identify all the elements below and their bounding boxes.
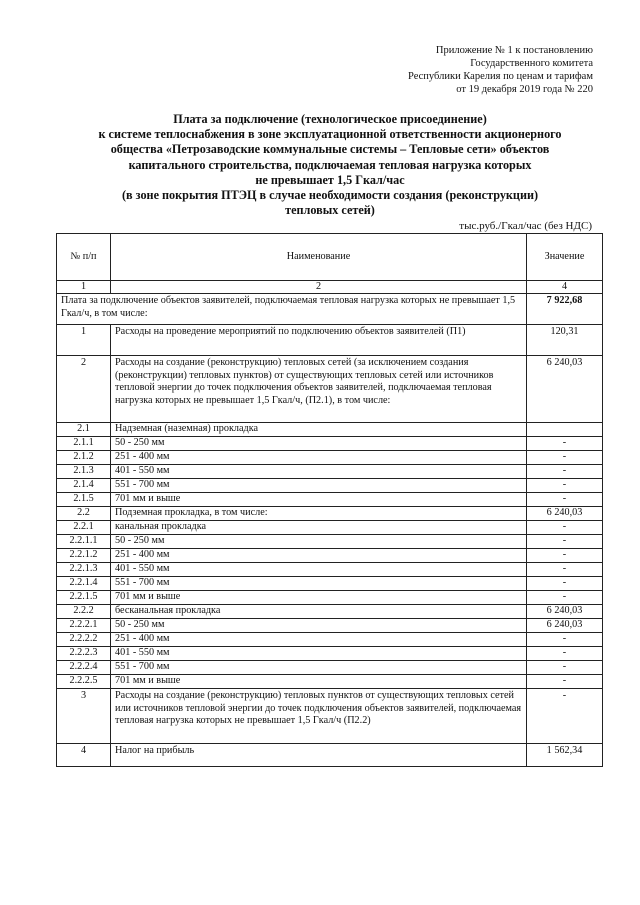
- annex-line-2: Государственного комитета: [470, 58, 593, 69]
- row-value: -: [527, 493, 603, 507]
- table-row: [57, 521, 603, 535]
- document-title: [60, 112, 600, 218]
- index-num: 1: [57, 281, 111, 294]
- row-value: -: [527, 465, 603, 479]
- row-num: 2.2.2.1: [57, 619, 111, 633]
- row-value: -: [527, 661, 603, 675]
- row-value: [527, 423, 603, 437]
- row-num: 2.2.1.1: [57, 535, 111, 549]
- table-row: [57, 675, 603, 689]
- annex-line-1: Приложение № 1 к постановлению: [435, 45, 593, 56]
- table-row: [57, 493, 603, 507]
- row-value: -: [527, 549, 603, 563]
- table-row: [57, 549, 603, 563]
- row-name: 251 - 400 мм: [111, 451, 527, 465]
- row-name: 551 - 700 мм: [111, 661, 527, 675]
- row-num: 2.2.1.3: [57, 563, 111, 577]
- row-num: 2.2.2.2: [57, 633, 111, 647]
- index-name: 2: [111, 281, 527, 294]
- row-num: 2.1.1: [57, 437, 111, 451]
- row-num: 2.2.1.5: [57, 591, 111, 605]
- row-value: 6 240,03: [527, 356, 603, 423]
- row-num: 2.1.2: [57, 451, 111, 465]
- row-value: 7 922,68: [527, 294, 603, 325]
- table-row-total: [57, 294, 603, 325]
- row-num: 1: [57, 325, 111, 356]
- row-value: -: [527, 437, 603, 451]
- row-num: 2.1.3: [57, 465, 111, 479]
- title-line-4: капитального строительства, подключаемая тепловая нагрузка которых: [128, 157, 532, 172]
- title-line-3: общества «Петрозаводские коммунальные системы – Тепловые сети» объектов: [110, 142, 550, 157]
- row-num: 2.2.2.3: [57, 647, 111, 661]
- row-num: 4: [57, 744, 111, 767]
- table-header-row: [57, 234, 603, 281]
- row-name: 251 - 400 мм: [111, 549, 527, 563]
- row-num: 2.2.1.2: [57, 549, 111, 563]
- table-row: [57, 465, 603, 479]
- row-num: 2.2.2.4: [57, 661, 111, 675]
- row-value: -: [527, 535, 603, 549]
- row-value: -: [527, 633, 603, 647]
- row-value: -: [527, 675, 603, 689]
- row-num: 2.2.1.4: [57, 577, 111, 591]
- row-name: Расходы на создание (реконструкцию) тепловых пунктов от существующих тепловых сетей или источников тепловой энергии до точек подключения объектов заявителей, подключаемая тепловая нагрузка которых не превышает 1,5 Гкал/ч (П2.2): [111, 689, 527, 744]
- row-value: -: [527, 479, 603, 493]
- row-name: Плата за подключение объектов заявителей, подключаемая тепловая нагрузка которых не превышает 1,5 Гкал/ч, в том числе:: [57, 294, 527, 325]
- annex-line-4: от 19 декабря 2019 года № 220: [456, 84, 593, 95]
- table-row: [57, 563, 603, 577]
- table-row: [57, 507, 603, 521]
- table-row: [57, 647, 603, 661]
- table-row: [57, 661, 603, 675]
- table-row: [57, 535, 603, 549]
- row-value: -: [527, 521, 603, 535]
- table-row: [57, 744, 603, 767]
- row-num: 2.1: [57, 423, 111, 437]
- row-name: 401 - 550 мм: [111, 563, 527, 577]
- title-line-6: (в зоне покрытия ПТЭЦ в случае необходимости создания (реконструкции): [121, 188, 539, 203]
- table-row: [57, 633, 603, 647]
- row-name: Расходы на проведение мероприятий по подключению объектов заявителей (П1): [111, 325, 527, 356]
- row-value: -: [527, 689, 603, 744]
- table-row: [57, 356, 603, 423]
- table-row: [57, 605, 603, 619]
- row-name: 701 мм и выше: [111, 591, 527, 605]
- index-value: 4: [527, 281, 603, 294]
- row-value: -: [527, 591, 603, 605]
- header-value: Значение: [527, 234, 603, 281]
- row-name: Надземная (наземная) прокладка: [111, 423, 527, 437]
- units-label: тыс.руб./Гкал/час (без НДС): [459, 220, 592, 232]
- row-num: 2.2: [57, 507, 111, 521]
- row-name: Налог на прибыль: [111, 744, 527, 767]
- table-row: [57, 325, 603, 356]
- column-index-row: [57, 281, 603, 294]
- row-num: 2.2.2: [57, 605, 111, 619]
- table-row: [57, 689, 603, 744]
- row-value: -: [527, 563, 603, 577]
- table-row: [57, 437, 603, 451]
- title-line-5: не превышает 1,5 Гкал/час: [255, 172, 405, 187]
- table-row: [57, 577, 603, 591]
- title-line-1: Плата за подключение (технологическое присоединение): [173, 112, 487, 126]
- row-name: 551 - 700 мм: [111, 479, 527, 493]
- row-name: 551 - 700 мм: [111, 577, 527, 591]
- row-name: Подземная прокладка, в том числе:: [111, 507, 527, 521]
- header-name: Наименование: [111, 234, 527, 281]
- row-name: бесканальная прокладка: [111, 605, 527, 619]
- table-row: [57, 451, 603, 465]
- table-row: [57, 423, 603, 437]
- fee-table: [56, 233, 603, 767]
- table-row: [57, 619, 603, 633]
- row-value: 6 240,03: [527, 507, 603, 521]
- row-name: 251 - 400 мм: [111, 633, 527, 647]
- row-name: 50 - 250 мм: [111, 619, 527, 633]
- row-num: 2.1.5: [57, 493, 111, 507]
- title-line-7: тепловых сетей): [285, 203, 375, 218]
- row-num: 2: [57, 356, 111, 423]
- table-row: [57, 591, 603, 605]
- table-row: [57, 479, 603, 493]
- row-num: 2.1.4: [57, 479, 111, 493]
- row-num: 2.2.1: [57, 521, 111, 535]
- row-num: 3: [57, 689, 111, 744]
- title-line-2: к системе теплоснабжения в зоне эксплуатационной ответственности акционерного: [98, 127, 562, 142]
- row-value: -: [527, 451, 603, 465]
- row-name: 401 - 550 мм: [111, 647, 527, 661]
- row-value: 6 240,03: [527, 619, 603, 633]
- row-name: 401 - 550 мм: [111, 465, 527, 479]
- annex-reference: [363, 44, 593, 96]
- row-value: 120,31: [527, 325, 603, 356]
- annex-line-3: Республики Карелия по ценам и тарифам: [408, 71, 593, 82]
- row-num: 2.2.2.5: [57, 675, 111, 689]
- row-value: 1 562,34: [527, 744, 603, 767]
- row-value: -: [527, 577, 603, 591]
- row-name: 701 мм и выше: [111, 675, 527, 689]
- row-value: 6 240,03: [527, 605, 603, 619]
- row-name: 50 - 250 мм: [111, 535, 527, 549]
- row-value: -: [527, 647, 603, 661]
- row-name: 701 мм и выше: [111, 493, 527, 507]
- row-name: канальная прокладка: [111, 521, 527, 535]
- row-name: Расходы на создание (реконструкцию) тепловых сетей (за исключением создания (реконструкции) тепловых пунктов) от существующих тепловых сетей или источников тепловой энергии до точек подключения объектов заявителей, подключаемая тепловая нагрузка которых не превышает 1,5 Гкал/ч, (П2.1), в том числе:: [111, 356, 527, 423]
- row-name: 50 - 250 мм: [111, 437, 527, 451]
- header-num: № п/п: [57, 234, 111, 281]
